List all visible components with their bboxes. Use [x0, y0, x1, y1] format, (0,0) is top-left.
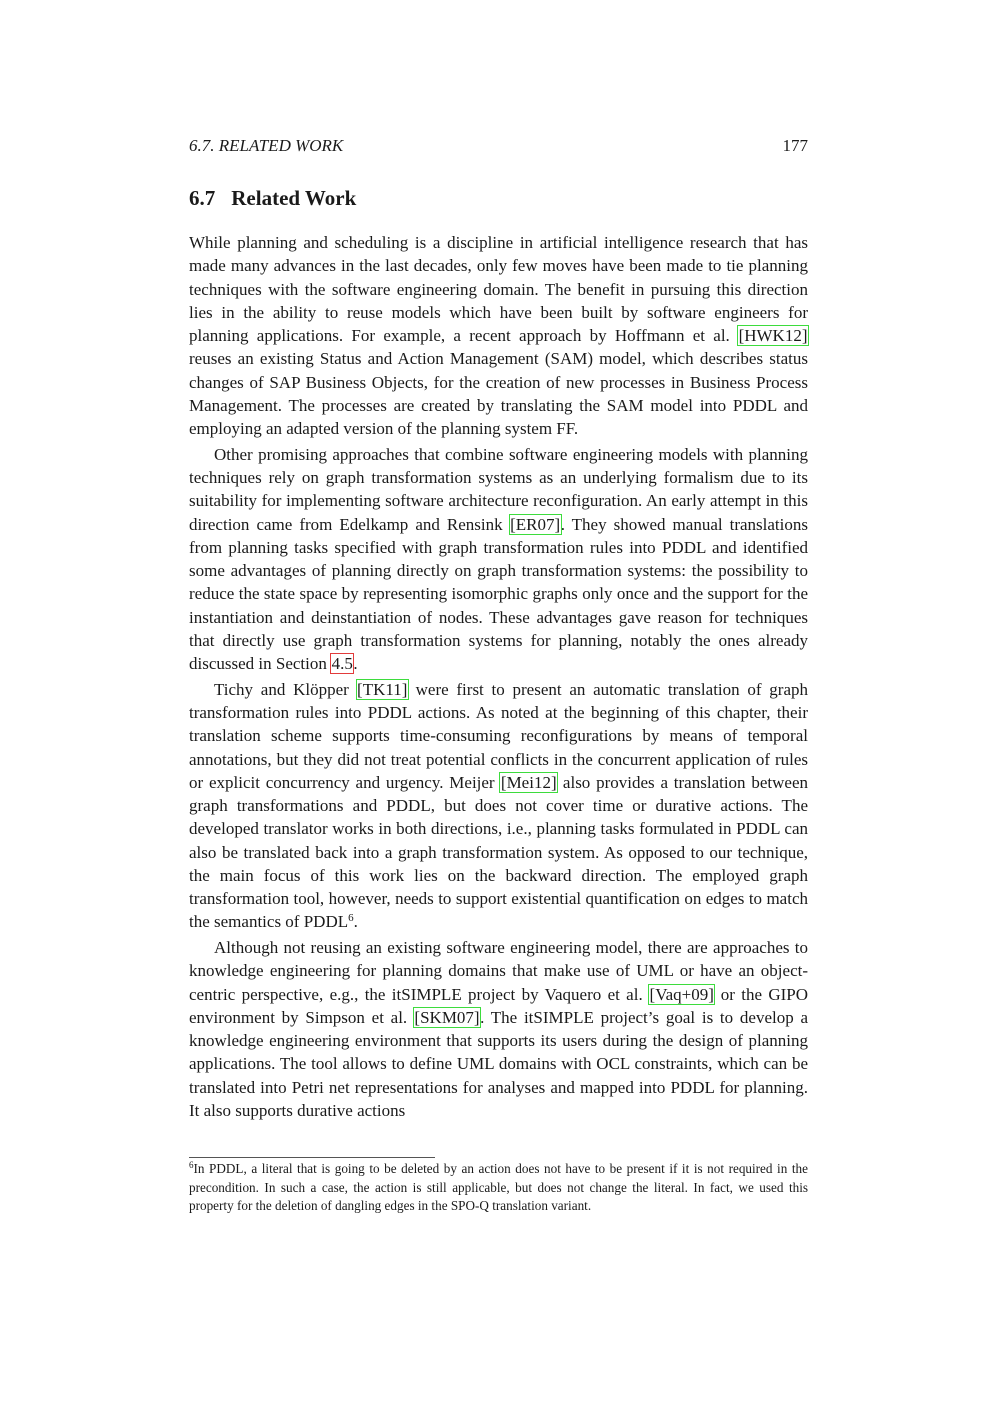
paragraph-1: [189, 231, 808, 440]
paragraph-4: [189, 936, 808, 1122]
text-run: Tichy and Klöpper: [214, 679, 357, 699]
footnote-marker[interactable]: 6: [348, 912, 354, 925]
text-run: or the GIPO environment by Simpson et al.: [189, 984, 808, 1027]
section-heading: [189, 186, 356, 211]
citation-link-mei12[interactable]: [Mei12]: [500, 772, 557, 792]
text-run: While planning and scheduling is a discipline in artificial intelligence research that has made many advances in the last decades, only few moves have been made to tie planning techniques with the software engineering domain. The benefit in pursuing this direction lies in the ability to reuse models which have been built by software engineers for planning applications. For example, a recent approach by Hoffmann et al.: [189, 233, 808, 345]
text-run: were first to present an automatic translation of graph transformation rules into PDDL actions. As noted at the beginning of this chapter, their translation scheme supports time-consuming reconfigurations by means of temporal annotations, but they did not treat potential conflicts in the concurrent application of rules or explicit concurrency and urgency. Meijer: [189, 679, 808, 792]
text-run: . The itSIMPLE project’s goal is to develop a knowledge engineering environment that supports its users during the design of planning applications. The tool allows to define UML domains with OCL constraints, which can be translated into Petri net representations for analyses and mapped into PDDL for planning. It also supports durative actions: [189, 1007, 808, 1120]
page-number: 177: [782, 136, 808, 155]
text-run: also provides a translation between graph transformations and PDDL, but does not cover time or durative actions. The developed translator works in both directions, i.e., planning tasks formulated in PDDL can also be translated back into a graph transformation system. As opposed to our technique, the main focus of this work lies on the backward direction. The employed graph transformation tool, however, needs to support existential quantification on edges to match the semantics of PDDL: [189, 772, 808, 932]
footnote-text: In PDDL, a literal that is going to be deleted by an action does not have to be present if it is not required in the precondition. In such a case, the action is still applicable, but does not change the literal. In fact, we used this property for the deletion of dangling edges in the SPO-Q translation variant.: [189, 1161, 808, 1213]
section-title: Related Work: [231, 186, 357, 210]
text-run: .: [353, 654, 358, 673]
footnote-divider: [189, 1157, 435, 1158]
citation-link-hwk12[interactable]: [HWK12]: [738, 326, 808, 345]
citation-link-skm07[interactable]: [SKM07]: [414, 1007, 480, 1027]
text-run: . They showed manual translations from planning tasks specified with graph transformation rules into PDDL and identified some advantages of planning directly on graph transformation systems: the possibility to reduce the state space by representing isomorphic graphs only once and the support for the instantiation and deinstantiation of nodes. These advantages gave reason for techniques that directly use graph transformation systems for planning, notably the ones already discussed in Section: [189, 514, 808, 673]
citation-link-vaq09[interactable]: [Vaq+09]: [649, 984, 714, 1004]
text-run: .: [353, 912, 358, 932]
paragraph-3: [189, 678, 808, 934]
section-ref-link[interactable]: 4.5: [331, 654, 353, 673]
text-run: Other promising approaches that combine software engineering models with planning techniques rely on graph transformation systems as an underlying formalism due to its suitability for implementing software architecture reconfiguration. An early attempt in this direction came from Edelkamp and Rensink: [189, 444, 808, 534]
body-text: [189, 231, 808, 1122]
running-head: [189, 136, 808, 160]
section-number: 6.7: [189, 186, 216, 210]
citation-link-tk11[interactable]: [TK11]: [357, 679, 408, 699]
footnote: [189, 1160, 808, 1216]
running-title: 6.7. RELATED WORK: [189, 136, 344, 155]
text-run: Although not reusing an existing software engineering model, there are approaches to knowledge engineering for planning domains that make use of UML or have an object-centric perspective, e.g., the itSIMPLE project by Vaquero et al.: [189, 938, 808, 1004]
paragraph-2: [189, 443, 808, 676]
citation-link-er07[interactable]: [ER07]: [510, 514, 561, 534]
text-run: reuses an existing Status and Action Management (SAM) model, which describes status changes of SAP Business Objects, for the creation of new processes in Business Process Management. The processes are created by translating the SAM model into PDDL and employing an adapted version of the planning system FF.: [189, 349, 808, 438]
footnote-number: 6: [189, 1160, 194, 1170]
